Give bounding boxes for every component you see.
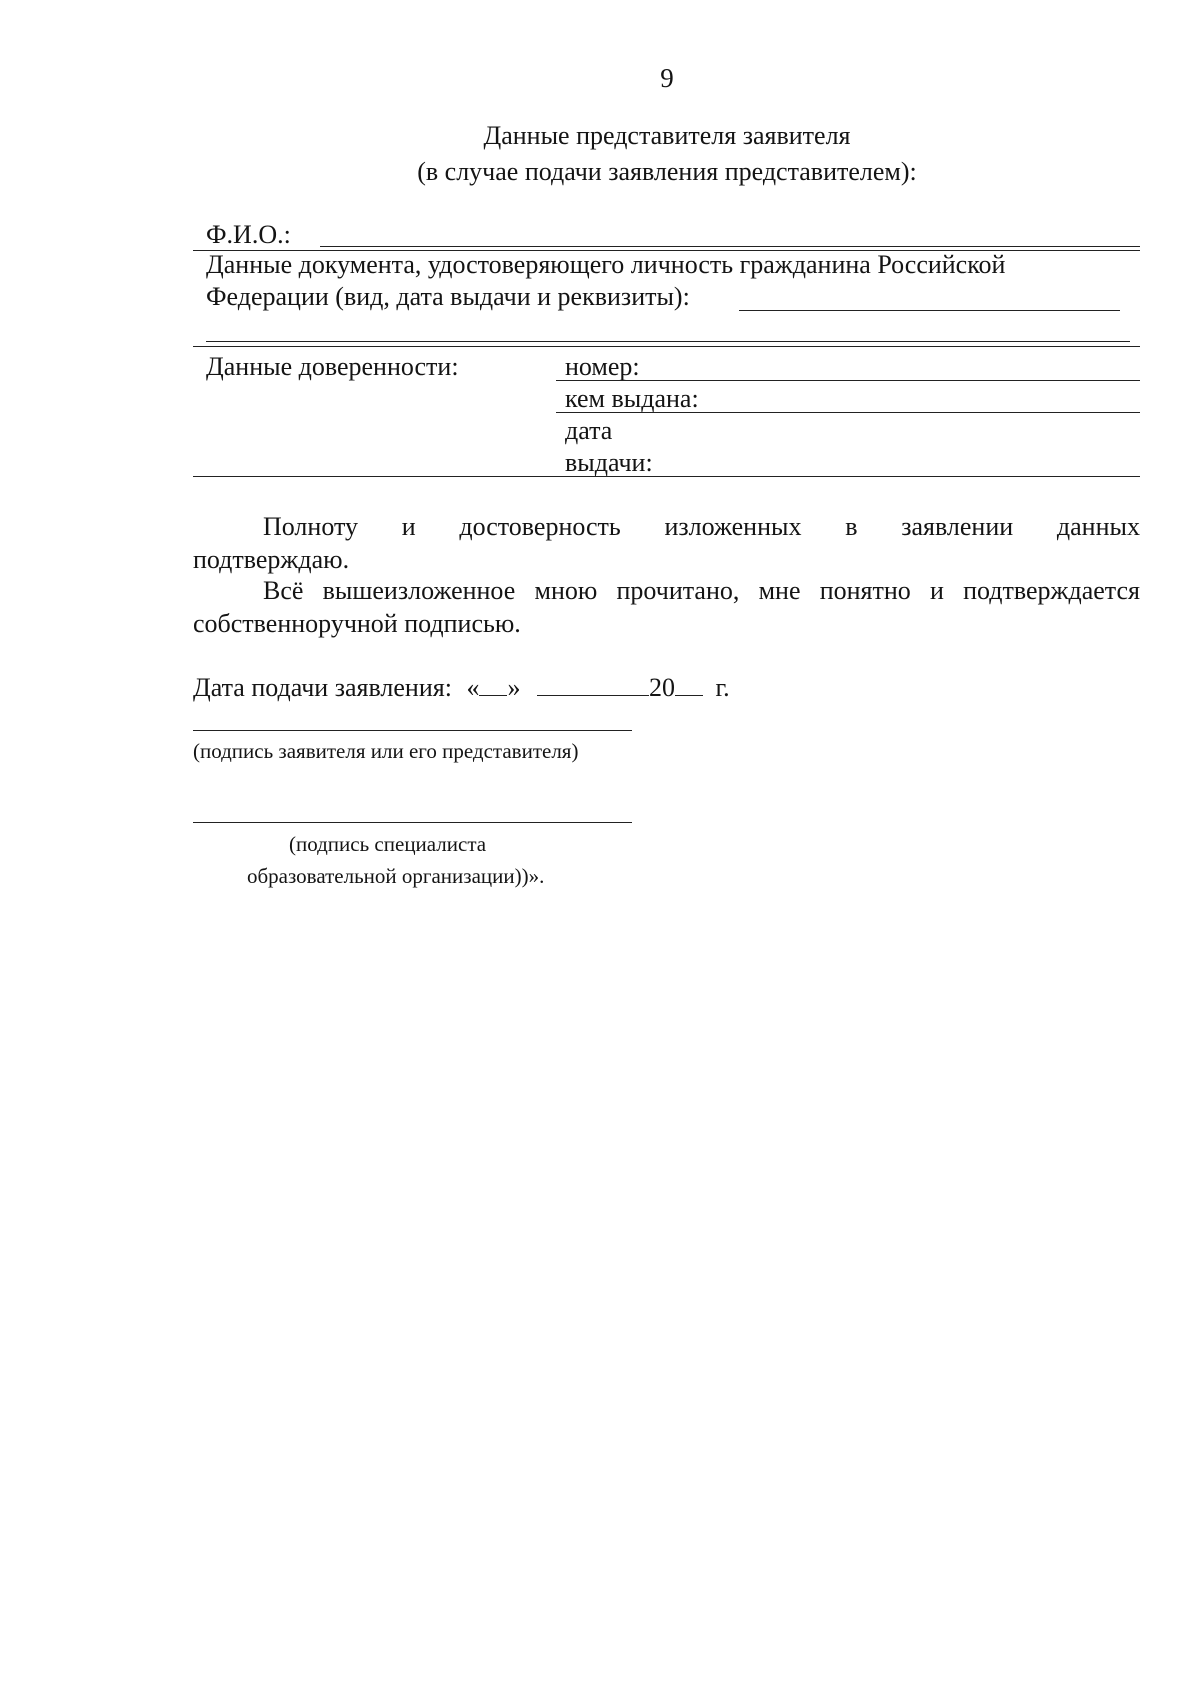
poa-issue-date-field-line[interactable] bbox=[193, 476, 1140, 477]
close-quote: » bbox=[507, 673, 521, 702]
month-field[interactable] bbox=[537, 673, 649, 696]
century-prefix: 20 bbox=[648, 673, 675, 702]
specialist-signature-line[interactable] bbox=[193, 822, 632, 823]
p2-word: и bbox=[929, 576, 944, 605]
p2-word: Всё bbox=[263, 576, 304, 605]
applicant-signature-caption: (подпись заявителя или его представителя) bbox=[193, 739, 579, 763]
poa-issued-by-label: кем выдана: bbox=[565, 384, 699, 413]
p2-word: мне bbox=[758, 576, 801, 605]
confirmation-paragraph-2 bbox=[193, 576, 1140, 606]
year-field[interactable] bbox=[675, 673, 703, 696]
p1-word: изложенных bbox=[664, 512, 802, 541]
day-field[interactable] bbox=[479, 673, 507, 696]
confirmation-paragraph-1-end: подтверждаю. bbox=[193, 545, 350, 574]
identity-doc-label: Данные документа, удостоверяющего личность гражданина Российской bbox=[206, 250, 1006, 279]
poa-issue-date-label-cont: выдачи: bbox=[565, 448, 653, 477]
fio-label: Ф.И.О.: bbox=[206, 220, 291, 249]
poa-number-label: номер: bbox=[565, 352, 640, 381]
page-number: 9 bbox=[660, 63, 674, 93]
poa-issued-by-field-line[interactable] bbox=[556, 412, 1140, 413]
p2-word: мною bbox=[534, 576, 598, 605]
applicant-signature-line[interactable] bbox=[193, 730, 632, 731]
fio-field-line[interactable] bbox=[320, 246, 1140, 247]
p1-word: достоверность bbox=[459, 512, 621, 541]
p1-word: данных bbox=[1056, 512, 1140, 541]
confirmation-paragraph-1 bbox=[193, 512, 1140, 542]
specialist-signature-caption-cont: образовательной организации))». bbox=[247, 864, 545, 888]
specialist-signature-caption: (подпись специалиста bbox=[289, 832, 487, 856]
submission-date-label: Дата подачи заявления: bbox=[193, 673, 452, 702]
p1-word: и bbox=[401, 512, 416, 541]
year-suffix: г. bbox=[715, 673, 730, 702]
poa-issue-date-label: дата bbox=[565, 416, 613, 445]
p2-word: подтверждается bbox=[963, 576, 1140, 605]
p2-word: вышеизложенное bbox=[322, 576, 516, 605]
identity-doc-label-cont: Федерации (вид, дата выдачи и реквизиты): bbox=[206, 282, 690, 311]
submission-date-row bbox=[193, 673, 730, 703]
identity-doc-block-separator bbox=[193, 346, 1140, 347]
poa-number-field-line[interactable] bbox=[556, 380, 1140, 381]
open-quote: « bbox=[466, 673, 480, 702]
p1-word: в bbox=[845, 512, 858, 541]
p1-word: Полноту bbox=[263, 512, 358, 541]
confirmation-paragraph-2-end: собственноручной подписью. bbox=[193, 609, 521, 638]
p1-word: заявлении bbox=[901, 512, 1014, 541]
power-of-attorney-label: Данные доверенности: bbox=[206, 352, 459, 381]
p2-word: понятно bbox=[819, 576, 911, 605]
section-title: Данные представителя заявителя bbox=[483, 121, 851, 150]
identity-doc-field-line-2[interactable] bbox=[206, 341, 1130, 342]
p2-word: прочитано, bbox=[616, 576, 740, 605]
section-subtitle: (в случае подачи заявления представителем): bbox=[417, 157, 917, 186]
identity-doc-field-line[interactable] bbox=[739, 310, 1120, 311]
